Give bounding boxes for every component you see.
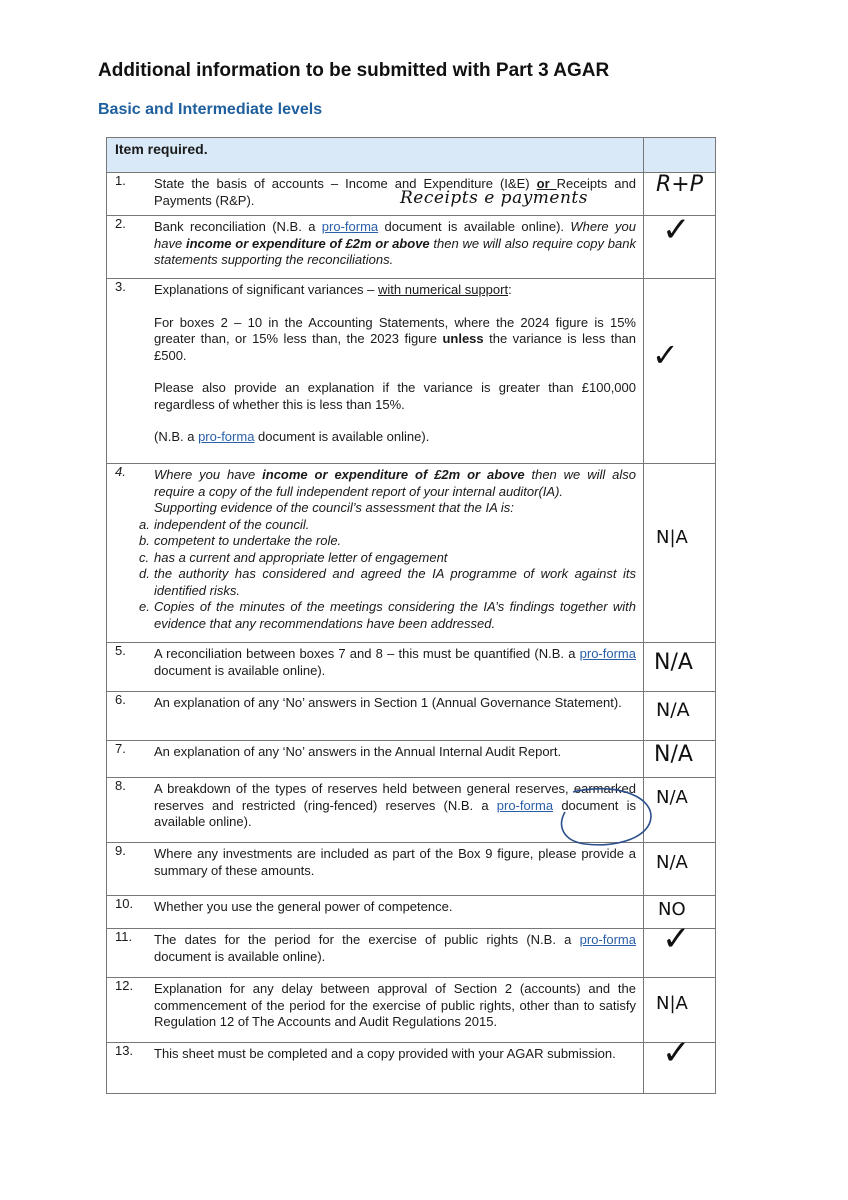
list-item: d. the authority has considered and agreed the IA programme of work against its identified risks.: [139, 566, 636, 598]
handwritten-note: Receipts e payments: [400, 188, 588, 208]
checkmark-icon: ✓: [662, 919, 691, 959]
item-number: 4.: [115, 464, 126, 479]
table-row: [107, 464, 716, 643]
requirements-table: [106, 137, 716, 1094]
criteria-list: [139, 516, 636, 633]
table-row: [107, 741, 716, 778]
item-number: 2.: [115, 216, 126, 231]
answer-cell: [644, 741, 715, 777]
page-subtitle: Basic and Intermediate levels: [98, 101, 323, 118]
item-text: The dates for the period for the exercise of public rights (N.B. a pro-forma document is available online).: [154, 932, 636, 964]
item-text: An explanation of any ‘No’ answers in the Annual Internal Audit Report.: [154, 744, 562, 759]
list-item: a. independent of the council.: [139, 516, 310, 532]
item-number: 1.: [115, 173, 126, 188]
item-number: 12.: [115, 978, 134, 993]
pro-forma-link[interactable]: pro-forma: [198, 429, 255, 444]
handwritten-answer: NO: [658, 899, 686, 920]
handwritten-answer: R+P: [656, 172, 703, 197]
item-number: 3.: [115, 279, 126, 294]
table-row: [107, 896, 716, 929]
table-row: [107, 692, 716, 741]
table-row: [107, 216, 716, 279]
answer-cell: [644, 1033, 715, 1093]
item-text: This sheet must be completed and a copy provided with your AGAR submission.: [154, 1046, 616, 1061]
header-answer-cell: [644, 138, 716, 173]
checkmark-icon: ✓: [662, 210, 691, 250]
item-text: Whether you use the general power of competence.: [154, 899, 453, 914]
checkmark-icon: ✓: [662, 1033, 691, 1073]
item-text: A breakdown of the types of reserves held between general reserves, earmarked reserves and restricted (ring-fenced) reserves (N.B. a pro-forma document is available online).: [154, 781, 636, 829]
item-text: Where you have income or expenditure of £2m or above then we will also require a copy of the full independent report of your internal auditor(IA). Supporting evidence of the council’s assessment that the IA is: a. independent of the council. b. competent to undertake the role. c. has a current and appropriate letter of engagement d. the authority has considered and agreed the IA programme of work against its identified risks. e. Copies of the minutes of the meetings considering the IA’s findings together with evidence that any recommendations have been addressed.: [139, 467, 636, 631]
pro-forma-link[interactable]: pro-forma: [579, 932, 636, 947]
item-text: A reconciliation between boxes 7 and 8 – this must be quantified (N.B. a pro-forma document is available online).: [154, 646, 636, 678]
item-number: 10.: [115, 896, 134, 911]
pro-forma-link[interactable]: pro-forma: [496, 797, 554, 813]
table-row: [107, 279, 716, 464]
pen-circle-mark: [555, 786, 657, 852]
item-text: An explanation of any ‘No’ answers in Section 1 (Annual Governance Statement).: [154, 695, 622, 710]
handwritten-answer: N/A: [654, 742, 693, 767]
item-text: Bank reconciliation (N.B. a pro-forma document is available online). Where you have income or expenditure of £2m or above then we will also require copy bank statements supporting the reconciliations.: [154, 219, 636, 267]
list-item: b. competent to undertake the role.: [139, 533, 342, 548]
answer-cell: [644, 173, 715, 215]
handwritten-answer: N|A: [656, 527, 688, 548]
table-header-row: [107, 138, 716, 173]
checkmark-icon: ✓: [652, 336, 679, 374]
item-number: 13.: [115, 1043, 134, 1058]
table-row: [107, 929, 716, 978]
answer-cell: [644, 279, 715, 463]
item-text: Explanations of significant variances – with numerical support: For boxes 2 – 10 in the Accounting Statements, where the 2024 figure is 15% greater than, or 15% less than, the 2023 figure unless the variance is less than £500. Please also provide an explanation if the variance is greater than £100,000 regardless of whether this is less than 15%. (N.B. a pro-forma document is available online).: [154, 282, 637, 444]
table-row: [107, 978, 716, 1043]
item-number: 6.: [115, 692, 126, 707]
page-title: Additional information to be submitted with Part 3 AGAR: [98, 60, 610, 81]
item-number: 11.: [115, 929, 133, 944]
list-item: c. has a current and appropriate letter of engagement: [139, 549, 448, 565]
answer-cell: [644, 643, 715, 691]
header-item-required: Item required.: [115, 141, 208, 157]
item-text: Where any investments are included as part of the Box 9 figure, please provide a summary of these amounts.: [154, 846, 636, 878]
pro-forma-link[interactable]: pro-forma: [579, 646, 636, 661]
item-number: 5.: [115, 643, 126, 658]
pro-forma-link[interactable]: pro-forma: [321, 219, 379, 234]
item-number: 7.: [115, 741, 126, 756]
handwritten-answer: N/A: [656, 787, 688, 808]
item-text: Explanation for any delay between approval of Section 2 (accounts) and the commencement of the period for the exercise of public rights, other than to satisfy Regulation 12 of The Accounts and Audit Regulations 2015.: [154, 981, 636, 1029]
handwritten-answer: N/A: [654, 650, 693, 675]
handwritten-answer: N/A: [656, 852, 688, 873]
item-text: State the basis of accounts – Income and Expenditure (I&E) or Receipts and Payments (R&P).: [154, 176, 636, 208]
item-number: 8.: [115, 778, 126, 793]
answer-cell: [644, 464, 715, 642]
item-number: 9.: [115, 843, 126, 858]
table-row: [107, 1043, 716, 1094]
answer-cell: [644, 692, 715, 740]
list-item: e. Copies of the minutes of the meetings considering the IA’s findings together with evidence that any recommendations have been addressed.: [139, 599, 636, 631]
table-row: [107, 643, 716, 692]
handwritten-answer: N|A: [656, 993, 688, 1014]
answer-cell: [644, 919, 715, 977]
handwritten-answer: N/A: [656, 699, 690, 721]
answer-cell: [644, 210, 715, 278]
